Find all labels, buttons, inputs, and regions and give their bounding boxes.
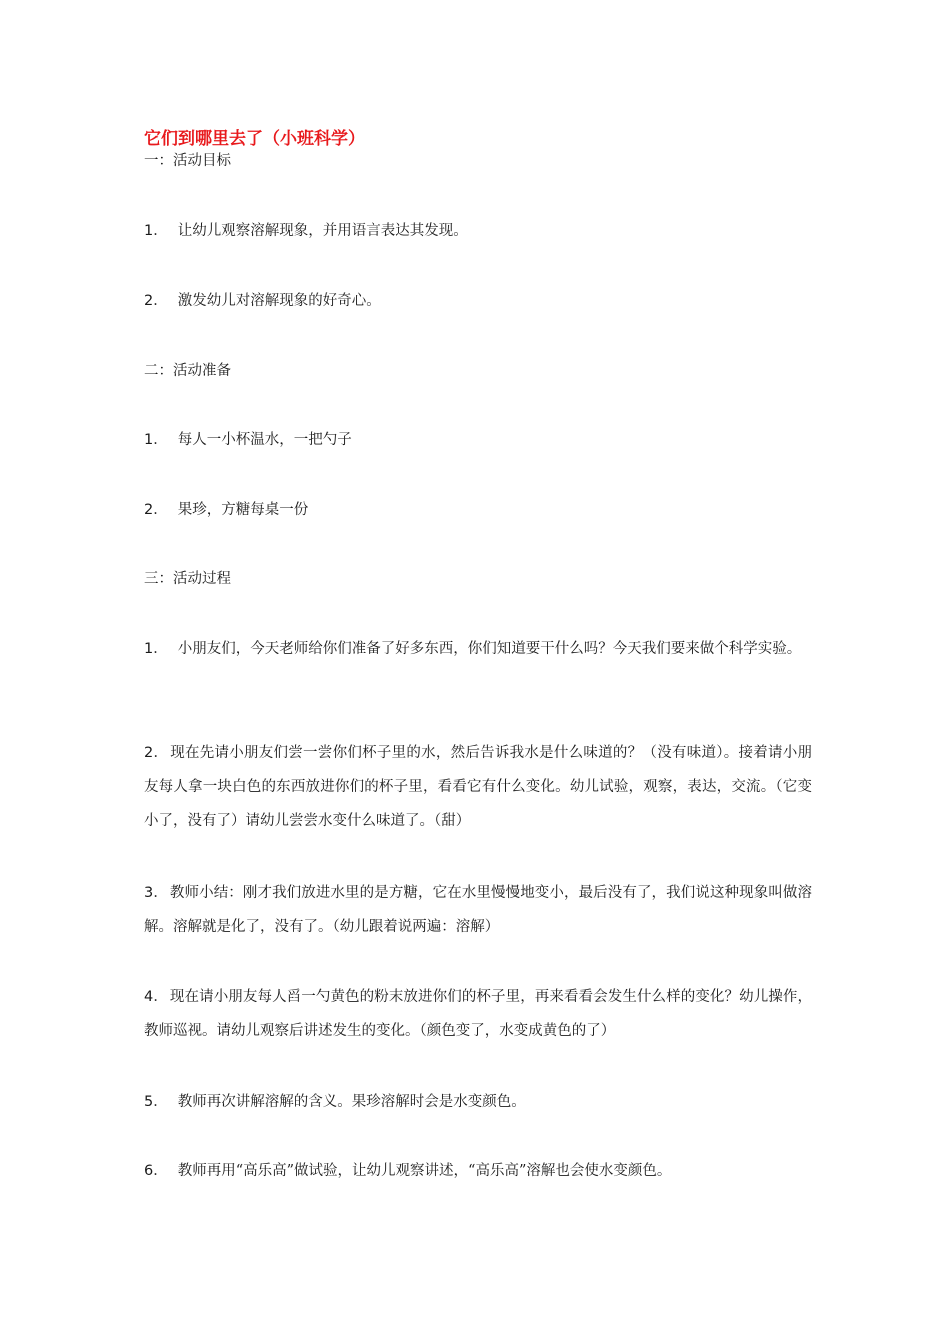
section-heading-process: 三：活动过程 <box>144 571 231 587</box>
goal-number: 1． <box>144 223 168 239</box>
process-text: 教师再用“高乐高”做试验，让幼儿观察讲述，“高乐高”溶解也会使水变颜色。 <box>177 1163 672 1179</box>
process-number: 5． <box>144 1094 168 1110</box>
preparation-text: 每人一小杯温水，一把勺子 <box>177 432 352 448</box>
process-number: 3． <box>144 885 168 901</box>
process-item-3 <box>144 876 812 944</box>
goal-text: 激发幼儿对溶解现象的好奇心。 <box>177 293 381 309</box>
preparation-text: 果珍，方糖每桌一份 <box>177 502 309 518</box>
preparation-number: 2． <box>144 502 168 518</box>
goal-number: 2． <box>144 293 168 309</box>
process-text: 小朋友们，今天老师给你们准备了好多东西，你们知道要干什么吗？今天我们要来做个科学实验。 <box>177 641 802 657</box>
preparation-item-2 <box>144 493 812 527</box>
goal-item-1 <box>144 214 812 248</box>
process-text: 教师再次讲解溶解的含义。果珍溶解时会是水变颜色。 <box>177 1094 526 1110</box>
process-number: 2． <box>144 745 169 761</box>
section-heading-goals: 一：活动目标 <box>144 153 231 169</box>
process-item-4 <box>144 980 812 1048</box>
process-text: 教师小结：刚才我们放进水里的是方糖，它在水里慢慢地变小，最后没有了，我们说这种现象叫做溶解。溶解就是化了，没有了。（幼儿跟着说两遍：溶解） <box>144 885 812 935</box>
preparation-item-1 <box>144 423 812 457</box>
process-text: 现在先请小朋友们尝一尝你们杯子里的水，然后告诉我水是什么味道的？（没有味道）。接着请小朋友每人拿一块白色的东西放进你们的杯子里，看看它有什么变化。幼儿试验，观察，表达，交流。（它变小了，没有了）请幼儿尝尝水变什么味道了。（甜） <box>144 745 812 829</box>
preparation-number: 1． <box>144 432 168 448</box>
process-text: 现在请小朋友每人舀一勺黄色的粉末放进你们的杯子里，再来看看会发生什么样的变化？幼儿操作，教师巡视。请幼儿观察后讲述发生的变化。（颜色变了，水变成黄色的了） <box>144 989 812 1039</box>
process-item-6 <box>144 1154 812 1188</box>
process-number: 1． <box>144 641 168 657</box>
goal-text: 让幼儿观察溶解现象，并用语言表达其发现。 <box>177 223 468 239</box>
process-item-2 <box>144 736 812 838</box>
process-number: 4． <box>144 989 168 1005</box>
process-item-5 <box>144 1085 812 1119</box>
process-item-1 <box>144 632 812 666</box>
process-number: 6． <box>144 1163 168 1179</box>
goal-item-2 <box>144 284 812 318</box>
document-title: 它们到哪里去了（小班科学） <box>144 129 365 149</box>
section-heading-preparation: 二：活动准备 <box>144 363 231 379</box>
